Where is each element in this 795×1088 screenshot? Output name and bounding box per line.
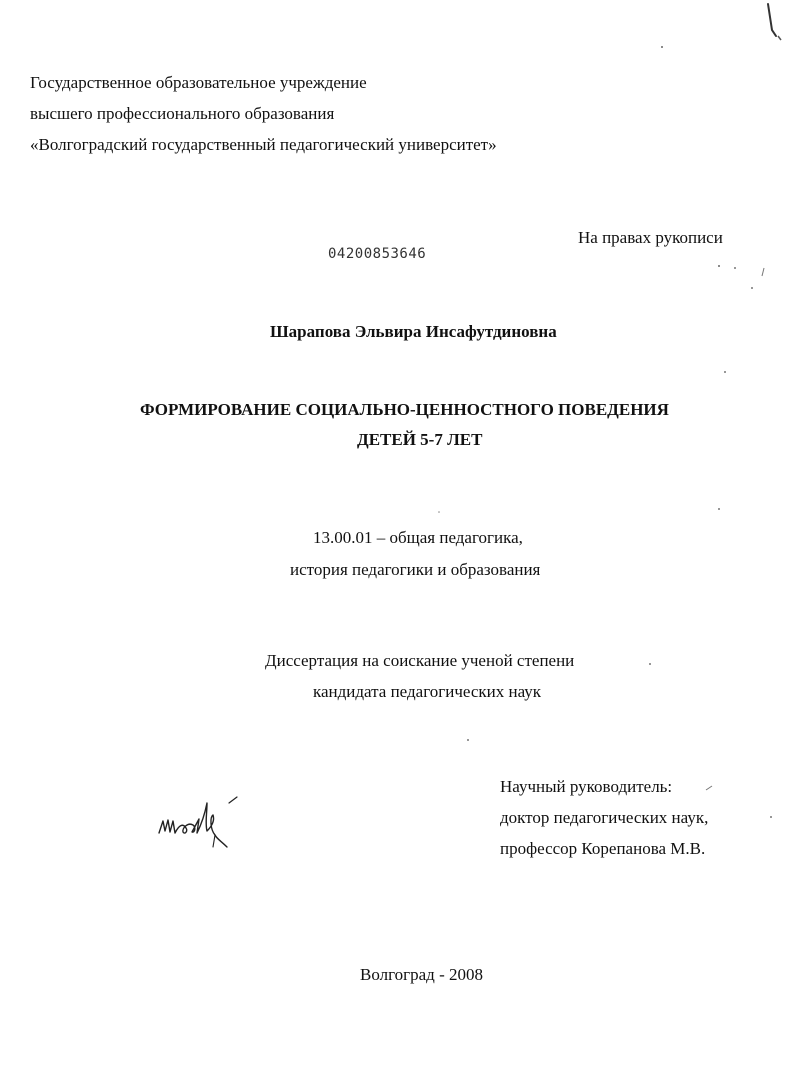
city-year: Волгоград - 2008 [360, 965, 483, 984]
dissertation-line-2: кандидата педагогических наук [313, 682, 542, 701]
specialty-line-2: история педагогики и образования [290, 560, 541, 579]
dissertation-line-1: Диссертация на соискание ученой степени [265, 651, 575, 670]
institution-line-1: Государственное образовательное учреждение [30, 73, 367, 92]
advisor-line-1: Научный руководитель: [500, 777, 673, 796]
archive-number: 04200853646 [328, 246, 427, 262]
advisor-line-3: профессор Корепанова М.В. [500, 839, 706, 858]
title-line-1: ФОРМИРОВАНИЕ СОЦИАЛЬНО-ЦЕННОСТНОГО ПОВЕДЕНИЯ [140, 400, 669, 419]
institution-line-3: «Волгоградский государственный педагогический университет» [30, 135, 497, 154]
institution-line-2: высшего профессионального образования [30, 104, 335, 123]
handwritten-signature [155, 795, 250, 855]
author-name: Шарапова Эльвира Инсафутдиновна [270, 322, 557, 341]
specialty-line-1: 13.00.01 – общая педагогика, [313, 528, 523, 547]
title-line-2: ДЕТЕЙ 5-7 ЛЕТ [357, 430, 483, 449]
advisor-line-2: доктор педагогических наук, [500, 808, 709, 827]
manuscript-note: На правах рукописи [578, 228, 723, 247]
